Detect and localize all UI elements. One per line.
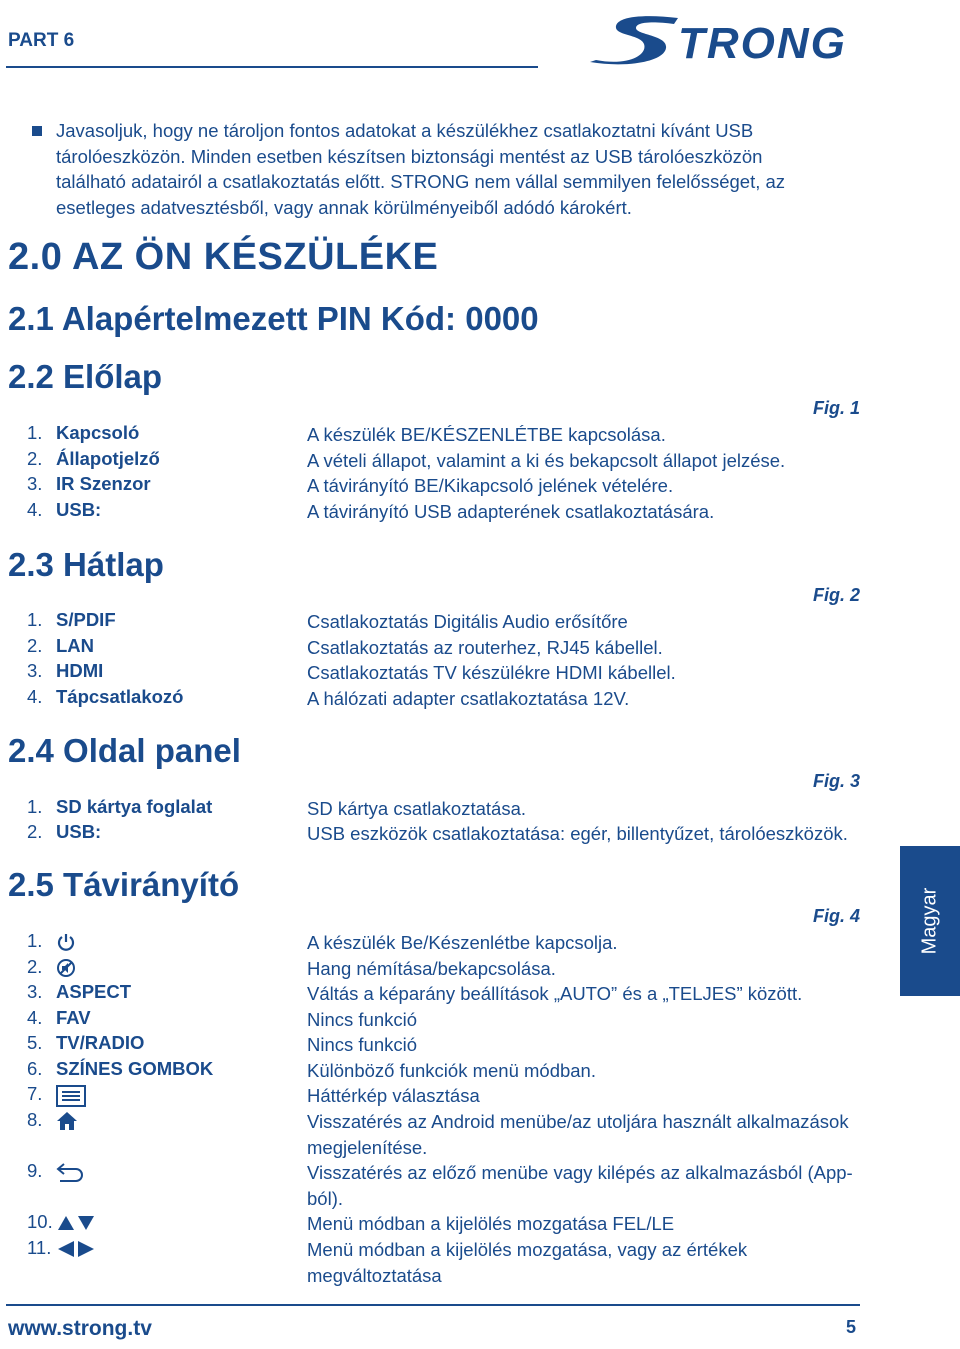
item-number: 11. bbox=[27, 1237, 52, 1258]
item-number: 4. bbox=[27, 499, 43, 520]
list-item bbox=[0, 821, 960, 847]
item-number: 1. bbox=[27, 422, 43, 443]
list-item bbox=[0, 956, 960, 982]
item-label: USB: bbox=[56, 821, 102, 842]
item-number: 3. bbox=[27, 473, 43, 494]
item-number: 3. bbox=[27, 660, 43, 681]
usb-warning-note bbox=[32, 118, 832, 220]
item-description: A távirányító BE/Kikapcsoló jelének vételére. bbox=[307, 475, 674, 496]
item-label: HDMI bbox=[56, 660, 104, 681]
item-description: Visszatérés az Android menübe/az utoljára használt alkalmazások megjelenítése. bbox=[307, 1111, 849, 1158]
page-number: 5 bbox=[846, 1317, 857, 1337]
list-item bbox=[0, 660, 960, 686]
item-label: Kapcsoló bbox=[56, 422, 140, 443]
language-tab-label: Magyar bbox=[918, 887, 941, 955]
left-right-arrows-icon bbox=[56, 1239, 98, 1259]
item-number: 2. bbox=[27, 635, 43, 656]
list-item bbox=[0, 1007, 960, 1033]
fig-2-label: Fig. 2 bbox=[812, 585, 860, 605]
item-description: A távirányító USB adapterének csatlakoztatására. bbox=[307, 501, 715, 522]
item-number: 4. bbox=[27, 686, 43, 707]
item-label: S/PDIF bbox=[56, 609, 116, 630]
item-description: Menü módban a kijelölés mozgatása FEL/LE bbox=[307, 1213, 675, 1234]
item-number: 1. bbox=[27, 609, 43, 630]
item-label: SZÍNES GOMBOK bbox=[56, 1058, 214, 1079]
item-description: Menü módban a kijelölés mozgatása, vagy az értékek megváltoztatása bbox=[307, 1239, 748, 1286]
list-item bbox=[0, 686, 960, 712]
header-rule bbox=[6, 66, 538, 68]
bullet-icon bbox=[32, 126, 42, 136]
item-label: Állapotjelző bbox=[56, 448, 160, 469]
fig-4-label: Fig. 4 bbox=[812, 906, 860, 926]
list-item bbox=[0, 981, 960, 1007]
power-icon bbox=[56, 932, 76, 952]
item-number: 10. bbox=[27, 1211, 53, 1232]
list-item bbox=[0, 499, 960, 525]
item-description: Nincs funkció bbox=[307, 1009, 418, 1030]
item-description: Háttérkép választása bbox=[307, 1085, 480, 1106]
back-title: 2.3 Hátlap bbox=[8, 546, 164, 583]
item-description: Csatlakoztatás TV készülékre HDMI kábellel. bbox=[307, 662, 676, 683]
item-number: 1. bbox=[27, 930, 43, 951]
list-item bbox=[0, 1058, 960, 1084]
item-description: USB eszközök csatlakoztatása: egér, billentyűzet, tárolóeszközök. bbox=[307, 823, 848, 844]
item-label: ASPECT bbox=[56, 981, 132, 1002]
item-description: Váltás a képarány beállítások „AUTO” és a „TELJES” között. bbox=[307, 983, 803, 1004]
item-label: Tápcsatlakozó bbox=[56, 686, 184, 707]
item-description: Nincs funkció bbox=[307, 1034, 418, 1055]
item-description: A készülék Be/Készenlétbe kapcsolja. bbox=[307, 932, 618, 953]
mute-icon bbox=[56, 958, 76, 978]
item-description: Csatlakoztatás az routerhez, RJ45 kábellel. bbox=[307, 637, 663, 658]
item-label: IR Szenzor bbox=[56, 473, 151, 494]
part-label: PART 6 bbox=[8, 30, 75, 51]
footer-rule bbox=[6, 1304, 860, 1306]
side-panel-title: 2.4 Oldal panel bbox=[8, 732, 241, 769]
list-item bbox=[0, 796, 960, 822]
svg-text:TRONG: TRONG bbox=[678, 19, 847, 66]
back-icon bbox=[56, 1162, 86, 1184]
note-text: Javasoljuk, hogy ne tároljon fontos adatokat a készülékhez csatlakoztatni kívánt USB tárolóeszközön. Minden esetben készítsen biztonsági mentést az USB tárolóeszközön található adatairól a csatlakoztatás előtt. STRONG nem vállal semmilyen felelősséget, az esetleges adatvesztésből, vagy annak körülményeiből adódó károkért. bbox=[56, 120, 786, 218]
list-item bbox=[0, 422, 960, 448]
item-number: 1. bbox=[27, 796, 43, 817]
list-item bbox=[0, 1083, 960, 1109]
list-item bbox=[0, 1237, 960, 1286]
item-description: A hálózati adapter csatlakoztatása 12V. bbox=[307, 688, 630, 709]
item-number: 2. bbox=[27, 956, 43, 977]
item-label: LAN bbox=[56, 635, 95, 656]
strong-logo bbox=[586, 8, 862, 66]
list-item bbox=[0, 1211, 960, 1237]
item-number: 3. bbox=[27, 981, 43, 1002]
list-item bbox=[0, 609, 960, 635]
item-label: USB: bbox=[56, 499, 102, 520]
front-title: 2.2 Előlap bbox=[8, 358, 163, 395]
item-description: Hang némítása/bekapcsolása. bbox=[307, 958, 556, 979]
item-label: TV/RADIO bbox=[56, 1032, 145, 1053]
item-description: Csatlakoztatás Digitális Audio erősítőre bbox=[307, 611, 628, 632]
fig-1-label: Fig. 1 bbox=[812, 398, 860, 418]
list-item bbox=[0, 473, 960, 499]
section-title: 2.0 AZ ÖN KÉSZÜLÉKE bbox=[8, 236, 439, 278]
item-number: 2. bbox=[27, 821, 43, 842]
remote-title: 2.5 Távirányító bbox=[8, 866, 240, 903]
list-item bbox=[0, 1109, 960, 1158]
up-down-arrows-icon bbox=[56, 1213, 98, 1233]
list-item bbox=[0, 448, 960, 474]
list-item bbox=[0, 1160, 960, 1209]
item-label: SD kártya foglalat bbox=[56, 796, 213, 817]
item-description: Visszatérés az előző menübe vagy kilépés az alkalmazásból (App-ból). bbox=[307, 1162, 853, 1209]
item-description: A vételi állapot, valamint a ki és bekapcsolt állapot jelzése. bbox=[307, 450, 786, 471]
list-item bbox=[0, 930, 960, 956]
item-label: FAV bbox=[56, 1007, 91, 1028]
fig-3-label: Fig. 3 bbox=[812, 771, 860, 791]
item-number: 5. bbox=[27, 1032, 43, 1053]
pin-title: 2.1 Alapértelmezett PIN Kód: 0000 bbox=[8, 300, 539, 337]
menu-list-icon bbox=[56, 1085, 86, 1107]
item-description: A készülék BE/KÉSZENLÉTBE kapcsolása. bbox=[307, 424, 666, 445]
website-link[interactable]: www.strong.tv bbox=[8, 1317, 152, 1340]
list-item bbox=[0, 635, 960, 661]
list-item bbox=[0, 1032, 960, 1058]
item-number: 9. bbox=[27, 1160, 43, 1181]
item-number: 4. bbox=[27, 1007, 43, 1028]
item-number: 2. bbox=[27, 448, 43, 469]
item-description: Különböző funkciók menü módban. bbox=[307, 1060, 596, 1081]
item-number: 6. bbox=[27, 1058, 43, 1079]
item-description: SD kártya csatlakoztatása. bbox=[307, 798, 527, 819]
item-number: 8. bbox=[27, 1109, 43, 1130]
language-tab bbox=[900, 846, 960, 996]
item-number: 7. bbox=[27, 1083, 43, 1104]
home-icon bbox=[56, 1111, 78, 1131]
